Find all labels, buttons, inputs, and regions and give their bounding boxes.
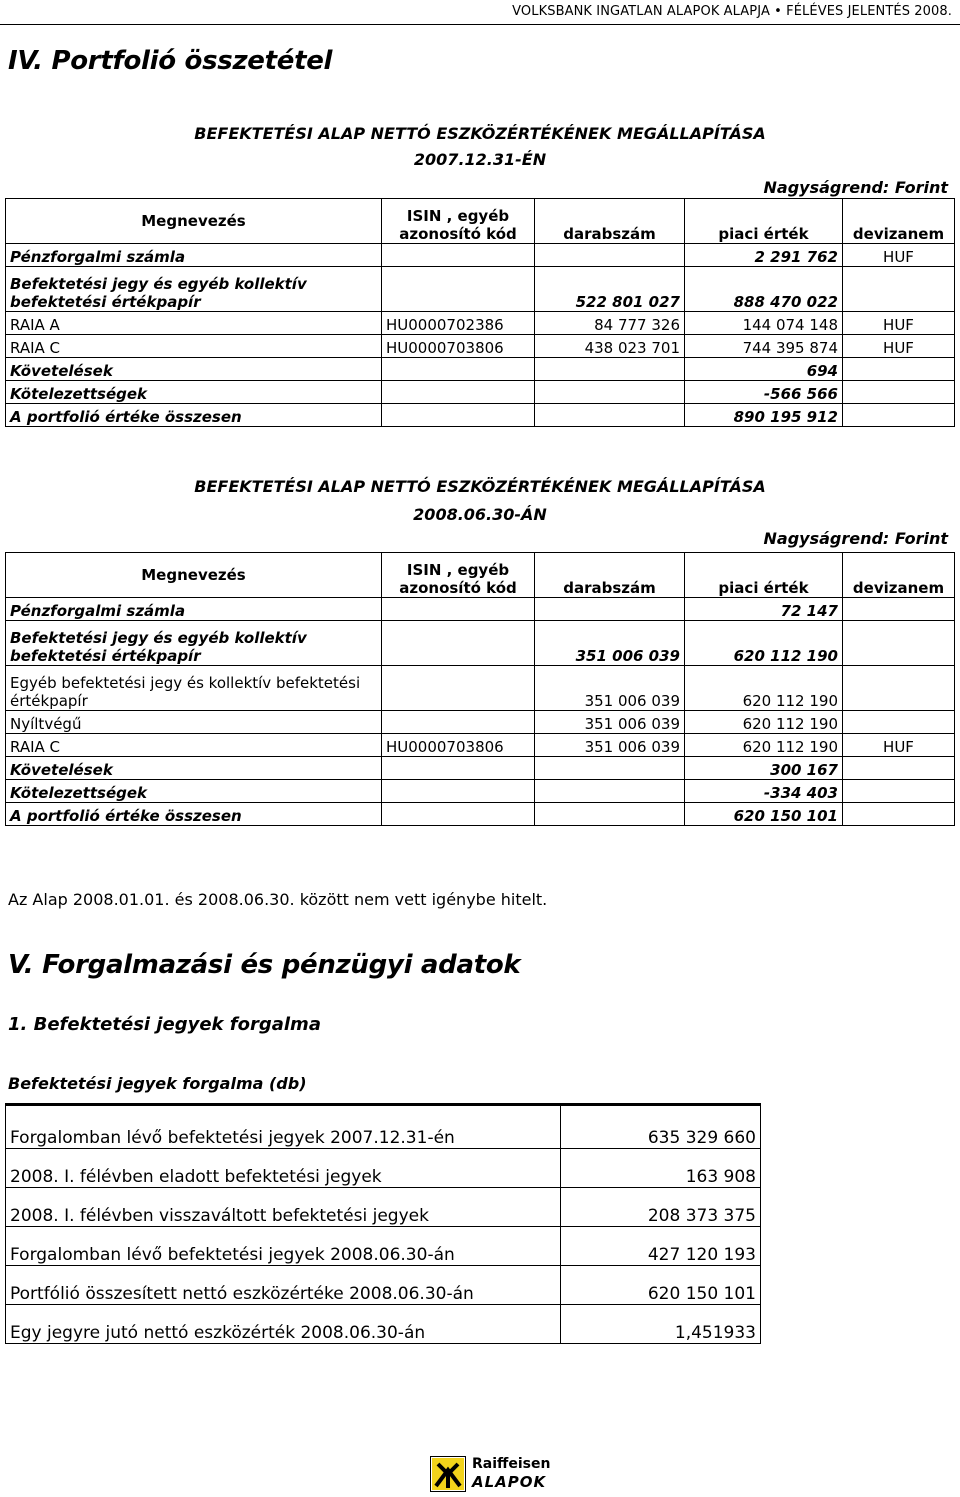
row-value: 744 395 874: [685, 335, 843, 358]
row-value: 890 195 912: [685, 404, 843, 427]
table-row: [6, 666, 955, 711]
flow-label: Egy jegyre jutó nettó eszközérték 2008.06.30-án: [6, 1305, 561, 1344]
row-currency: [843, 803, 955, 826]
row-value: 620 112 190: [685, 711, 843, 734]
unit-flow-table: [5, 1103, 761, 1344]
row-isin: [382, 598, 535, 621]
row-qty: 351 006 039: [535, 621, 685, 666]
col-header-qty: darabszám: [535, 553, 685, 598]
table-row: [6, 312, 955, 335]
col-header-qty: darabszám: [535, 199, 685, 244]
row-name: RAIA C: [6, 734, 382, 757]
row-value: -566 566: [685, 381, 843, 404]
row-value: 620 112 190: [685, 734, 843, 757]
row-isin: [382, 803, 535, 826]
table-row: [6, 1266, 761, 1305]
table-row: [6, 757, 955, 780]
col-header-currency: devizanem: [843, 553, 955, 598]
row-value: 72 147: [685, 598, 843, 621]
row-name: Követelések: [6, 358, 382, 381]
flow-value: 635 329 660: [561, 1105, 761, 1149]
header-rule: [0, 24, 960, 25]
row-currency: [843, 598, 955, 621]
flow-value: 163 908: [561, 1149, 761, 1188]
table-row: [6, 780, 955, 803]
row-name-line1: Befektetési jegy és egyéb kollektív: [10, 629, 307, 647]
row-qty: [535, 757, 685, 780]
credit-note: Az Alap 2008.01.01. és 2008.06.30. között nem vett igénybe hitelt.: [8, 890, 548, 909]
col-header-name: Megnevezés: [6, 553, 382, 598]
row-name: Kötelezettségek: [6, 381, 382, 404]
row-value: 300 167: [685, 757, 843, 780]
row-value: 144 074 148: [685, 312, 843, 335]
subsection-title: 1. Befektetési jegyek forgalma: [8, 1014, 321, 1035]
section-title-distribution: V. Forgalmazási és pénzügyi adatok: [8, 950, 521, 980]
col-header-isin: [382, 199, 535, 244]
row-name: [6, 267, 382, 312]
flow-label: Forgalomban lévő befektetési jegyek 2007.12.31-én: [6, 1105, 561, 1149]
table1-date: 2007.12.31-ÉN: [413, 150, 547, 169]
table-header-row: [6, 199, 955, 244]
flow-value: 1,451933: [561, 1305, 761, 1344]
logo-text-line2: ALAPOK: [472, 1473, 547, 1491]
logo-text-line1: Raiffeisen: [472, 1456, 551, 1472]
col-header-isin-line2: azonosító kód: [399, 579, 517, 597]
col-header-isin: [382, 553, 535, 598]
row-currency: HUF: [843, 734, 955, 757]
table-row: [6, 621, 955, 666]
row-value: -334 403: [685, 780, 843, 803]
row-name: RAIA A: [6, 312, 382, 335]
row-name: Pénzforgalmi számla: [6, 244, 382, 267]
row-currency: [843, 267, 955, 312]
row-currency: HUF: [843, 335, 955, 358]
row-value: 620 112 190: [685, 621, 843, 666]
table-row-total: [6, 803, 955, 826]
row-name-line2: befektetési értékpapír: [10, 647, 201, 665]
row-value: 620 112 190: [685, 666, 843, 711]
table-header-row: [6, 553, 955, 598]
row-isin: [382, 757, 535, 780]
table-row: [6, 598, 955, 621]
row-name-line1: Befektetési jegy és egyéb kollektív: [10, 275, 307, 293]
table-row: [6, 711, 955, 734]
row-isin: [382, 244, 535, 267]
flow-table-title: Befektetési jegyek forgalma (db): [8, 1074, 307, 1093]
row-qty: 84 777 326: [535, 312, 685, 335]
row-name: Nyíltvégű: [6, 711, 382, 734]
table-row: [6, 1105, 761, 1149]
raiffeisen-gable-icon: [430, 1456, 466, 1492]
row-currency: [843, 666, 955, 711]
row-currency: HUF: [843, 312, 955, 335]
table-row: [6, 1227, 761, 1266]
table-row: [6, 381, 955, 404]
row-name: Pénzforgalmi számla: [6, 598, 382, 621]
row-isin: [382, 621, 535, 666]
col-header-value: piaci érték: [685, 199, 843, 244]
flow-value: 620 150 101: [561, 1266, 761, 1305]
col-header-isin-line1: ISIN , egyéb: [406, 207, 510, 225]
raiffeisen-logo: [430, 1456, 560, 1492]
row-isin: [382, 780, 535, 803]
portfolio-table-2008: [5, 552, 955, 826]
row-name-line2: értékpapír: [10, 692, 88, 710]
row-value: 2 291 762: [685, 244, 843, 267]
row-qty: [535, 244, 685, 267]
col-header-isin-line1: ISIN , egyéb: [406, 561, 510, 579]
row-qty: [535, 381, 685, 404]
table1-unit: Nagyságrend: Forint: [763, 178, 948, 197]
row-name: A portfolió értéke összesen: [6, 803, 382, 826]
flow-value: 427 120 193: [561, 1227, 761, 1266]
row-currency: [843, 621, 955, 666]
row-isin: [382, 267, 535, 312]
portfolio-table-2007: [5, 198, 955, 427]
table-row: [6, 734, 955, 757]
table2-title: BEFEKTETÉSI ALAP NETTÓ ESZKÖZÉRTÉKÉNEK MEGÁLLAPÍTÁSA: [194, 477, 766, 496]
row-name-line2: befektetési értékpapír: [10, 293, 201, 311]
col-header-currency: devizanem: [843, 199, 955, 244]
row-value: 620 150 101: [685, 803, 843, 826]
col-header-name: Megnevezés: [6, 199, 382, 244]
row-name: [6, 666, 382, 711]
row-qty: 351 006 039: [535, 666, 685, 711]
row-value: 694: [685, 358, 843, 381]
row-name-line1: Egyéb befektetési jegy és kollektív befektetési: [10, 674, 361, 692]
table-row: [6, 1305, 761, 1344]
table-row: [6, 1188, 761, 1227]
row-currency: [843, 711, 955, 734]
row-isin: HU0000702386: [382, 312, 535, 335]
table-row: [6, 244, 955, 267]
row-qty: [535, 404, 685, 427]
row-qty: 522 801 027: [535, 267, 685, 312]
row-currency: [843, 780, 955, 803]
row-qty: [535, 803, 685, 826]
table-row-total: [6, 404, 955, 427]
page-header: VOLKSBANK INGATLAN ALAPOK ALAPJA • FÉLÉVES JELENTÉS 2008.: [512, 4, 952, 19]
table-row: [6, 358, 955, 381]
row-currency: [843, 381, 955, 404]
row-isin: [382, 381, 535, 404]
row-qty: 351 006 039: [535, 734, 685, 757]
row-isin: HU0000703806: [382, 335, 535, 358]
section-title-portfolio: IV. Portfolió összetétel: [8, 46, 333, 76]
table2-unit: Nagyságrend: Forint: [763, 529, 948, 548]
row-isin: [382, 711, 535, 734]
row-qty: 351 006 039: [535, 711, 685, 734]
row-isin: [382, 404, 535, 427]
row-currency: HUF: [843, 244, 955, 267]
flow-label: Portfólió összesített nettó eszközértéke 2008.06.30-án: [6, 1266, 561, 1305]
table-row: [6, 335, 955, 358]
row-isin: [382, 358, 535, 381]
flow-label: Forgalomban lévő befektetési jegyek 2008.06.30-án: [6, 1227, 561, 1266]
table1-title: BEFEKTETÉSI ALAP NETTÓ ESZKÖZÉRTÉKÉNEK MEGÁLLAPÍTÁSA: [194, 124, 766, 143]
row-name: RAIA C: [6, 335, 382, 358]
row-qty: 438 023 701: [535, 335, 685, 358]
table-row: [6, 267, 955, 312]
row-currency: [843, 757, 955, 780]
row-currency: [843, 358, 955, 381]
row-value: 888 470 022: [685, 267, 843, 312]
row-qty: [535, 598, 685, 621]
row-name: [6, 621, 382, 666]
flow-label: 2008. I. félévben eladott befektetési jegyek: [6, 1149, 561, 1188]
col-header-isin-line2: azonosító kód: [399, 225, 517, 243]
flow-label: 2008. I. félévben visszaváltott befektetési jegyek: [6, 1188, 561, 1227]
row-qty: [535, 358, 685, 381]
row-name: A portfolió értéke összesen: [6, 404, 382, 427]
row-isin: HU0000703806: [382, 734, 535, 757]
row-name: Követelések: [6, 757, 382, 780]
row-currency: [843, 404, 955, 427]
table2-date: 2008.06.30-ÁN: [413, 505, 547, 524]
row-isin: [382, 666, 535, 711]
table-row: [6, 1149, 761, 1188]
flow-value: 208 373 375: [561, 1188, 761, 1227]
row-name: Kötelezettségek: [6, 780, 382, 803]
col-header-value: piaci érték: [685, 553, 843, 598]
row-qty: [535, 780, 685, 803]
